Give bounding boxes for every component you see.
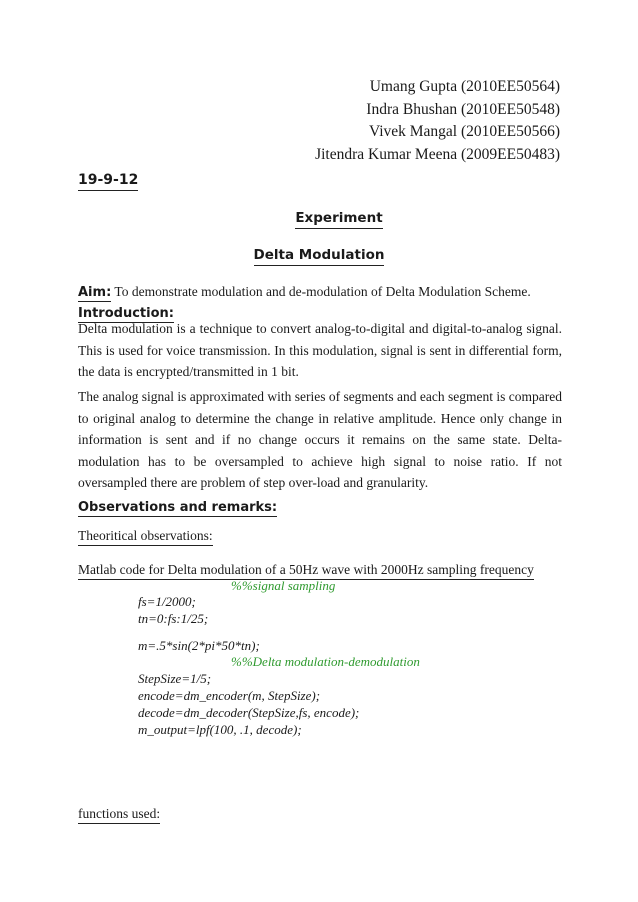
- code-comment: %%Delta modulation-demodulation: [231, 654, 420, 669]
- aim-text: To demonstrate modulation and de-modulation of Delta Modulation Scheme.: [111, 284, 531, 299]
- introduction-paragraph: The analog signal is approximated with series of segments and each segment is compared to original analog to determine the change in relative amplitude. Hence only change in information is sent and if no change occurs it remains on the same state. Delta-modulation has to be oversampled to achieve high signal to noise ratio. If not oversampled there are problem of step over-load and granularity.: [78, 389, 562, 490]
- code-line: m_output=lpf(100, .1, decode);: [138, 722, 302, 737]
- code-comment: %%signal sampling: [231, 578, 336, 593]
- introduction-paragraph: Delta modulation is a technique to convert analog-to-digital and digital-to-analog signal. This is used for voice transmission. In this modulation, signal is sent in differential form, the data is encrypted/transmitted in 1 bit.: [78, 321, 562, 379]
- author-name: Indra Bhushan (2010EE50548): [366, 100, 560, 118]
- code-line: encode=dm_encoder(m, StepSize);: [138, 688, 321, 703]
- aim-section: [78, 281, 568, 300]
- code-line: StepSize=1/5;: [138, 671, 212, 686]
- author-name: Jitendra Kumar Meena (2009EE50483): [315, 145, 560, 163]
- document-date: 19-9-12: [78, 172, 138, 191]
- heading: [20, 207, 638, 229]
- heading-text: Experiment: [295, 210, 382, 229]
- author-name: Umang Gupta (2010EE50564): [369, 78, 560, 95]
- code-line: fs=1/2000;: [138, 594, 196, 609]
- code-line: tn=0:fs:1/25;: [138, 611, 209, 626]
- theoretical-observations-label: Theoritical observations:: [78, 528, 213, 546]
- code-line: decode=dm_decoder(StepSize,fs, encode);: [138, 705, 360, 720]
- observations-label: Observations and remarks:: [78, 500, 278, 515]
- observations-heading: [78, 496, 277, 515]
- subheading-text: Delta Modulation: [254, 247, 385, 266]
- author-list: [315, 76, 560, 166]
- introduction-label: Introduction:: [78, 306, 174, 321]
- matlab-code-heading: Matlab code for Delta modulation of a 50Hz wave with 2000Hz sampling frequency: [78, 562, 534, 580]
- author-name: Vivek Mangal (2010EE50566): [368, 123, 560, 140]
- functions-used-label: functions used:: [78, 806, 160, 824]
- aim-label: Aim:: [78, 285, 112, 300]
- subheading: [0, 244, 638, 266]
- code-line: m=.5*sin(2*pi*50*tn);: [138, 638, 260, 653]
